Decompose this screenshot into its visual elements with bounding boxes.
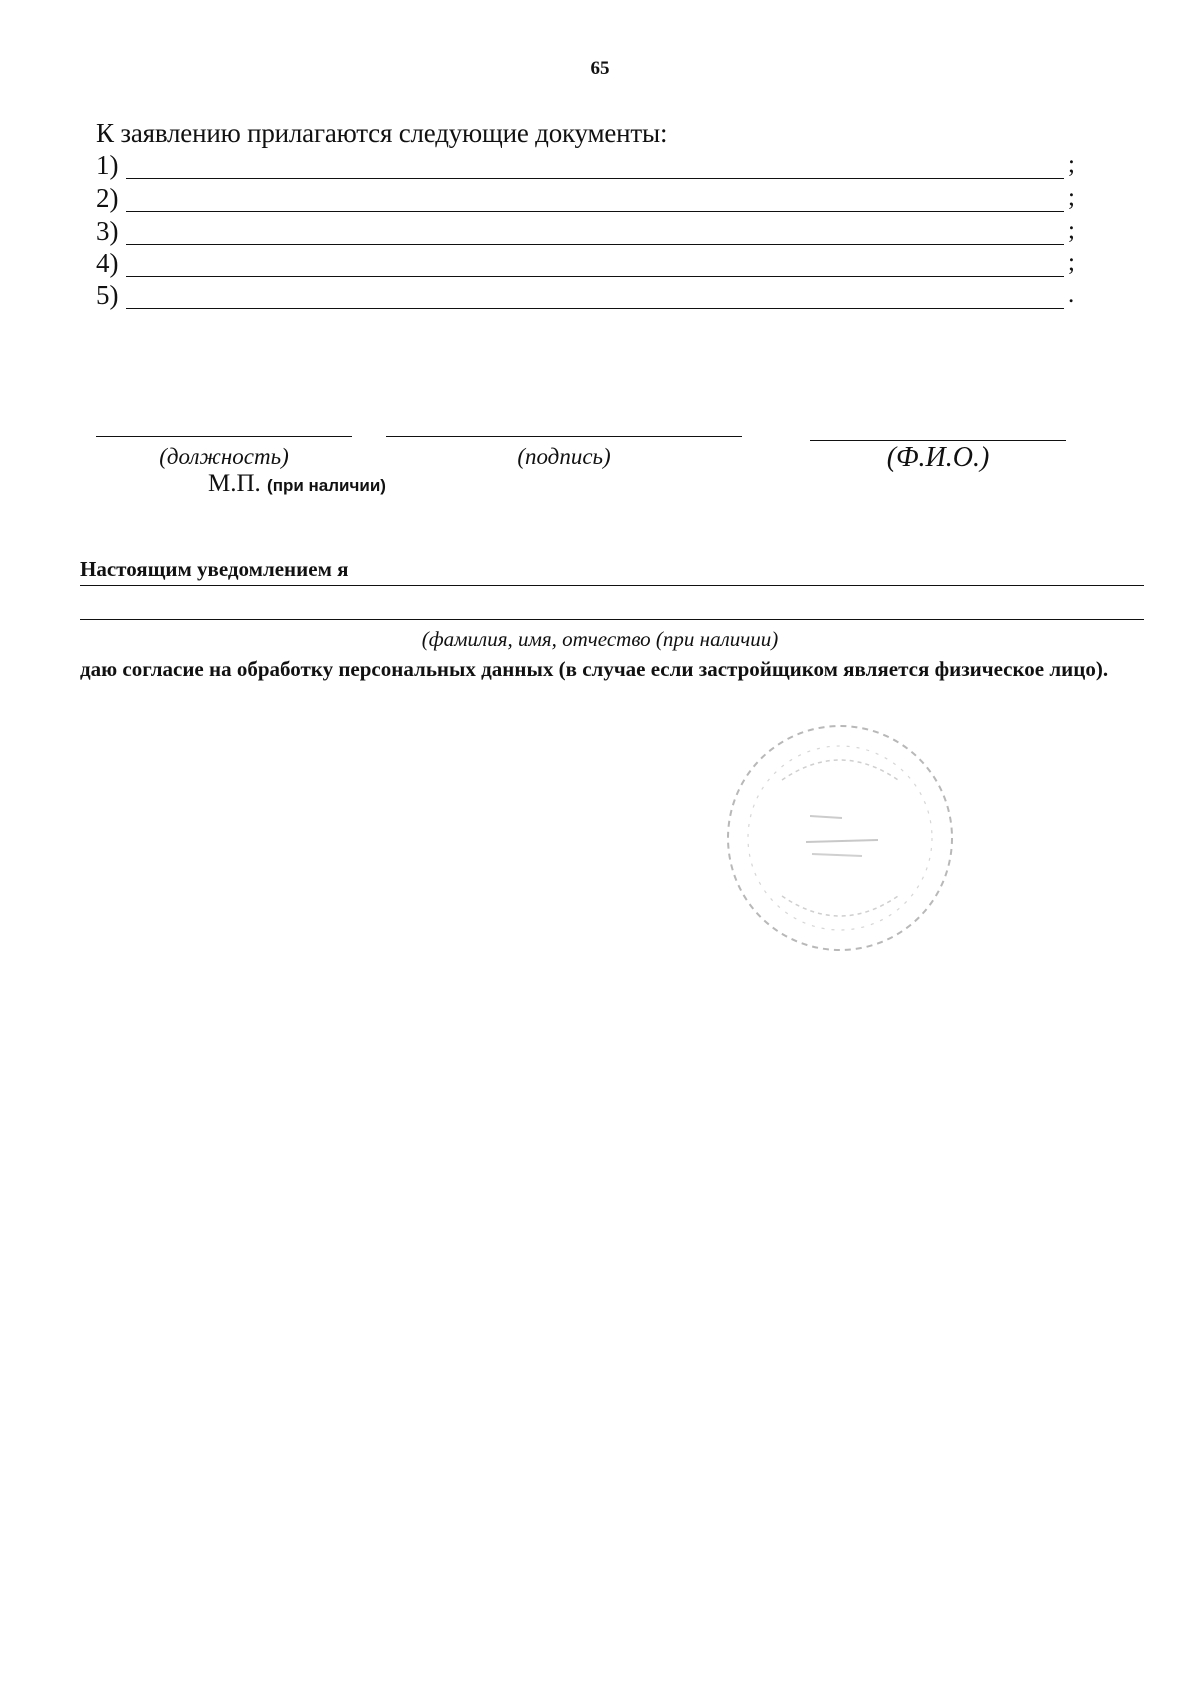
attachment-terminator: ; [1068,184,1075,211]
attachment-fill-line[interactable] [126,178,1064,179]
round-stamp [722,720,958,956]
attachment-number: 5) [96,280,119,310]
attachment-fill-line[interactable] [126,244,1064,245]
position-caption: (должность) [159,444,289,469]
attachment-row-4 [96,248,1076,278]
seal-label: М.П. [208,470,261,497]
attachment-terminator: . [1068,281,1075,308]
page-number: 65 [590,58,610,79]
attachment-row-3 [96,216,1076,246]
fio-line[interactable] [810,440,1066,441]
position-line[interactable] [96,436,352,437]
attachments-heading: К заявлению прилагаются следующие документы: [96,118,668,148]
consent-name-line-2[interactable] [80,619,1144,620]
attachment-fill-line[interactable] [126,211,1064,212]
attachment-number: 1) [96,150,119,180]
attachment-row-1 [96,150,1076,180]
attachment-number: 2) [96,183,119,213]
consent-fio-caption: (фамилия, имя, отчество (при наличии) [421,627,779,651]
attachment-number: 4) [96,248,119,278]
consent-name-line-1[interactable] [80,585,1144,586]
attachment-row-2 [96,183,1076,213]
consent-label: Настоящим уведомлением я [80,557,349,581]
signature-line[interactable] [386,436,742,437]
attachment-fill-line[interactable] [126,308,1064,309]
seal-place [208,470,386,498]
seal-note: (при наличии) [267,476,386,495]
attachment-terminator: ; [1068,249,1075,276]
fio-caption: (Ф.И.О.) [886,442,990,473]
attachment-terminator: ; [1068,151,1075,178]
signature-caption: (подпись) [517,444,611,469]
consent-text: даю согласие на обработку персональных данных (в случае если застройщиком является физическое лицо). [80,657,1109,681]
attachment-fill-line[interactable] [126,276,1064,277]
attachment-terminator: ; [1068,217,1075,244]
attachment-row-5 [96,280,1076,310]
attachment-number: 3) [96,216,119,246]
